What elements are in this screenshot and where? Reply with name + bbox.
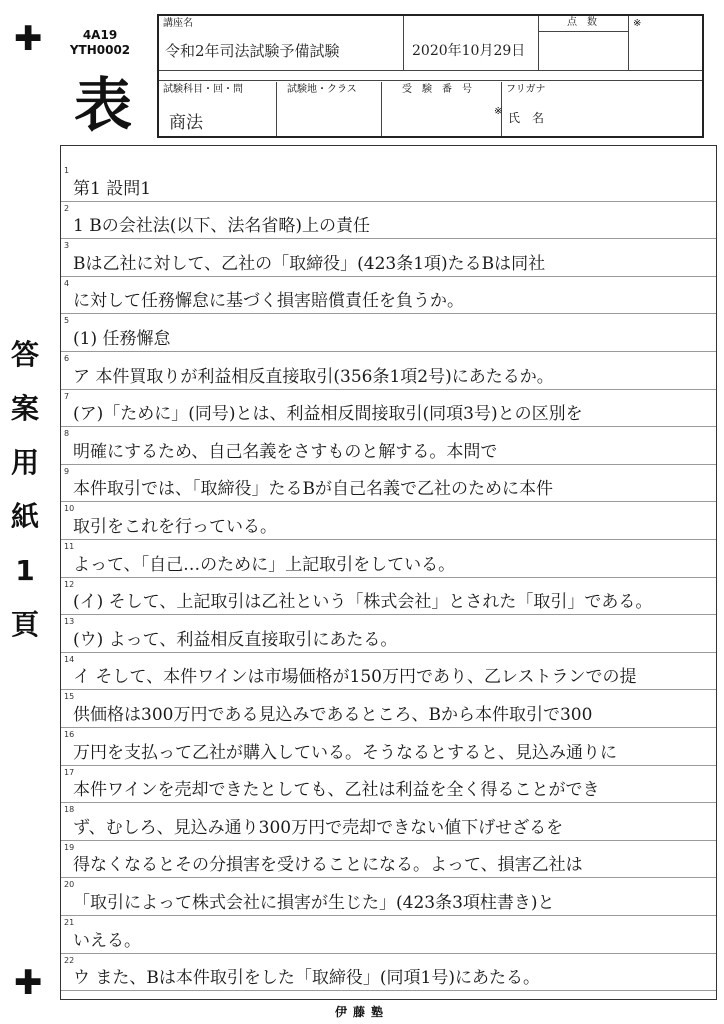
header-form: [157, 14, 704, 138]
line-text: 得なくなるとその分損害を受けることになる。よって、損害乙社は: [73, 855, 583, 876]
side-title-char: 答: [10, 338, 39, 371]
line-number: 5: [64, 316, 70, 326]
answer-line: [61, 954, 716, 992]
line-text: 明確にするため、自己名義をさすものと解する。本問で: [73, 441, 498, 462]
registration-mark-top: ✚: [14, 19, 43, 59]
name-cell[interactable]: [502, 82, 702, 136]
header-row-divider: [159, 80, 702, 81]
number-label: 受 験 番 号: [402, 84, 472, 95]
line-text: (1) 任務懈怠: [73, 328, 171, 349]
answer-line: [61, 690, 716, 728]
line-number: 4: [64, 278, 70, 288]
answer-line: [61, 578, 716, 616]
answer-line: [61, 766, 716, 804]
answer-line: [61, 916, 716, 954]
line-number: 15: [64, 692, 75, 702]
side-title-char: 頁: [10, 608, 39, 641]
number-cell[interactable]: [382, 82, 502, 136]
sheet-code: [60, 28, 140, 58]
course-value: 令和2年司法試験予備試験: [165, 42, 340, 60]
course-cell: [159, 16, 404, 71]
side-title-char: 用: [10, 446, 39, 479]
answer-line: [61, 202, 716, 240]
answer-line: [61, 841, 716, 879]
line-text: ウ また、Bは本件取引をした「取締役」(同項1号)にあたる。: [73, 968, 540, 989]
location-label: 試験地・クラス: [287, 84, 357, 95]
score-box[interactable]: [539, 32, 629, 71]
answer-line: [61, 615, 716, 653]
line-number: 1: [64, 166, 70, 175]
line-number: 17: [64, 767, 75, 777]
line-number: 20: [64, 880, 75, 890]
line-number: 21: [64, 918, 75, 927]
subject-label: 試験科目・回・問: [163, 84, 243, 95]
answer-line: [61, 540, 716, 578]
line-number: 7: [64, 391, 70, 401]
line-number: 19: [64, 842, 75, 852]
line-text: 万円を支払って乙社が購入している。そうなるとすると、見込み通りに: [73, 742, 617, 763]
line-text: 本件ワインを売却できたとしても、乙社は利益を全く得ることができ: [73, 780, 600, 801]
line-number: 22: [64, 955, 75, 965]
line-text: ず、むしろ、見込み通り300万円で売却できない値下げせざるを: [73, 817, 564, 838]
answer-line: [61, 239, 716, 277]
number-mark: ※: [494, 106, 503, 117]
answer-line: [61, 653, 716, 691]
line-number: 8: [64, 429, 70, 439]
line-number: 13: [64, 617, 75, 627]
line-text: イ そして、本件ワインは市場価格が150万円であり、乙レストランでの提: [73, 667, 637, 688]
footer-brand: 伊藤塾: [334, 1005, 389, 1019]
line-text: 供価格は300万円である見込みであるところ、Bから本件取引で300: [73, 704, 593, 725]
answer-line: [61, 502, 716, 540]
line-text: 「取引によって株式会社に損害が生じた」(423条3項柱書き)と: [73, 892, 555, 913]
line-text: いえる。: [73, 930, 141, 951]
date-value: 2020年10月29日: [412, 43, 526, 59]
line-number: 9: [64, 466, 70, 476]
line-text: (ア)「ために」(同号)とは、利益相反間接取引(同項3号)との区別を: [73, 404, 583, 425]
answer-line: [61, 427, 716, 465]
answer-line: [61, 728, 716, 766]
front-side-mark: 表: [73, 71, 132, 139]
line-text: よって、「自己…のために」上記取引をしている。: [73, 554, 456, 575]
side-title-char: 1: [15, 554, 35, 587]
line-text: (ウ) よって、利益相反直接取引にあたる。: [73, 629, 398, 650]
side-title: [8, 328, 42, 652]
answer-line: [61, 352, 716, 390]
line-text: 本件取引では、「取締役」たるBが自己名義で乙社のために本件: [73, 479, 553, 500]
line-text: に対して任務懈怠に基づく損害賠償責任を負うか。: [73, 291, 464, 312]
line-text: 取引をこれを行っている。: [73, 516, 277, 537]
line-number: 16: [64, 730, 75, 739]
furigana-label: フリガナ: [506, 84, 546, 95]
line-text: 第1 設問1: [73, 178, 152, 199]
subject-cell: [159, 82, 277, 136]
answer-line: [61, 803, 716, 841]
score-label-cell: [539, 16, 629, 32]
line-text: 1 Bの会社法(以下、法名省略)上の責任: [73, 216, 370, 237]
answer-line: [61, 277, 716, 315]
line-number: 2: [64, 203, 70, 213]
name-label: 氏 名: [508, 111, 545, 125]
answer-line: [61, 390, 716, 428]
line-number: 14: [64, 654, 75, 664]
code-line-1: 4A19: [82, 28, 118, 42]
line-number: 18: [64, 805, 75, 815]
answer-line: [61, 314, 716, 352]
subject-value: 商法: [169, 113, 203, 133]
note-cell: [629, 16, 702, 71]
line-number: 12: [64, 579, 75, 589]
location-cell[interactable]: [277, 82, 382, 136]
score-label: 点 数: [567, 17, 597, 28]
line-number: 10: [64, 504, 75, 514]
registration-mark-bottom: ✚: [14, 963, 43, 1003]
date-cell: [404, 16, 539, 71]
answer-line: [61, 164, 716, 202]
note-mark: ※: [633, 18, 642, 29]
code-line-2: YTH0002: [69, 43, 131, 57]
line-text: ア 本件買取りが利益相反直接取引(356条1項2号)にあたるか。: [73, 366, 554, 387]
line-number: 3: [64, 241, 70, 251]
line-text: Bは乙社に対して、乙社の「取締役」(423条1項)たるBは同社: [73, 253, 546, 274]
answer-line: [61, 465, 716, 503]
line-number: 6: [64, 354, 70, 363]
course-label: 講座名: [163, 18, 193, 29]
side-title-char: 案: [10, 392, 39, 425]
answer-line: [61, 878, 716, 916]
side-title-char: 紙: [10, 500, 39, 533]
line-number: 11: [64, 542, 75, 551]
line-text: (イ) そして、上記取引は乙社という「株式会社」とされた「取引」である。: [73, 592, 653, 613]
answer-sheet: [60, 145, 717, 1000]
